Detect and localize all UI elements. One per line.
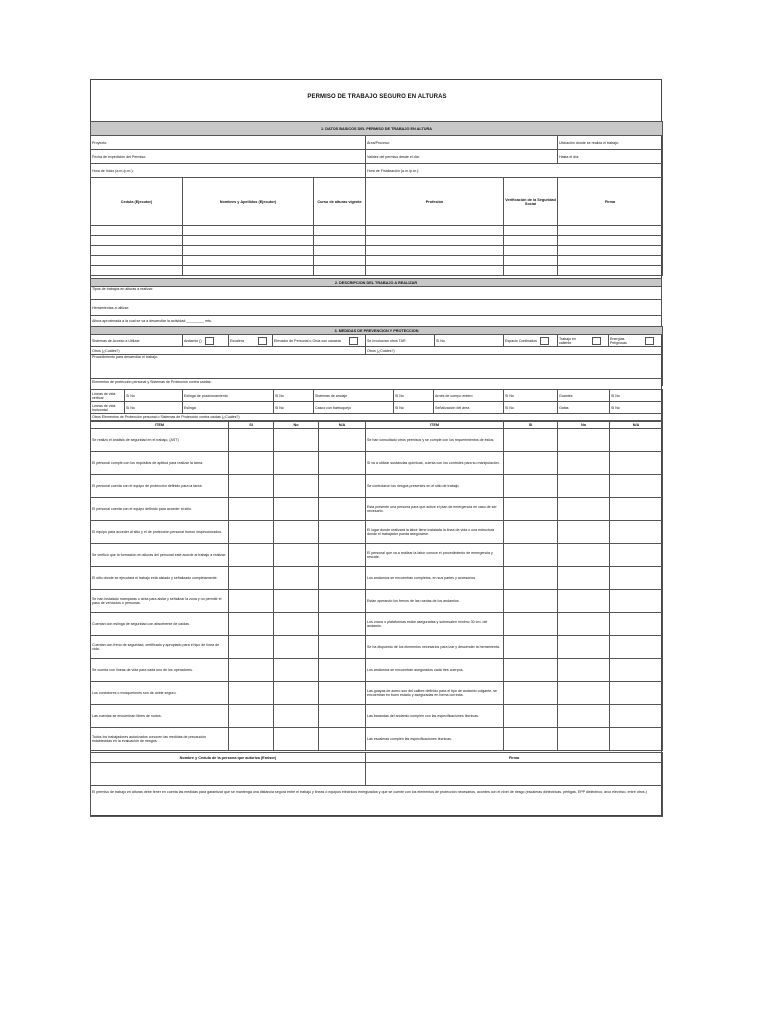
linea-horizontal-si-no[interactable]: Si No	[125, 402, 183, 414]
checklist-item-left: Los conectores o mosquetones son de doble seguro.	[91, 682, 229, 705]
elevador-option[interactable]: Elevador de Personal o Grúa con canasta	[273, 335, 366, 347]
area-field[interactable]: Área/Proceso:	[366, 136, 558, 150]
autoriza-field[interactable]	[91, 763, 366, 786]
check-na-cell[interactable]	[319, 728, 366, 751]
worker-row[interactable]	[91, 236, 663, 246]
checklist-item-left: Se verificó que la formación en alturas del personal esté acorde al trabajo a realizar.	[91, 544, 229, 567]
ubicacion-field[interactable]: Ubicación donde se realiza el trabajo:	[558, 136, 663, 150]
check-header-na-2: N/A	[610, 422, 663, 429]
guantes-si-no[interactable]: Si No	[610, 390, 663, 402]
otros-elementos-field[interactable]: Otros Elementos de Protección personal o Sistemas de Protección contra caídas (¿Cuáles?)	[91, 414, 663, 421]
hasta-field[interactable]: Hasta el día:	[558, 150, 663, 164]
check-no-cell[interactable]	[558, 636, 610, 659]
check-no-cell[interactable]	[558, 728, 610, 751]
check-na-cell[interactable]	[610, 544, 663, 567]
checklist-item-right: Se controlaron los riesgos presentes en el sitio de trabajo.	[366, 475, 504, 498]
casco-si-no[interactable]: Si No	[394, 402, 434, 414]
checklist-item-left: Cuentan con freno de seguridad, certificado y apropiado para el tipo de línea de vida.	[91, 636, 229, 659]
check-na-cell[interactable]	[610, 613, 663, 636]
check-no-cell[interactable]	[274, 521, 319, 544]
check-si-cell[interactable]	[229, 590, 274, 613]
check-no-cell[interactable]	[558, 475, 610, 498]
col-seguridad: Verificación de la Seguridad Social	[504, 178, 558, 226]
checklist-item-left: El equipo para acceder al sitio y el de protección personal fueron inspeccionados.	[91, 521, 229, 544]
checklist-row	[91, 682, 663, 705]
casco-label: Casco con barbuquejo	[314, 402, 394, 414]
check-na-cell[interactable]	[610, 682, 663, 705]
check-si-cell[interactable]	[229, 498, 274, 521]
check-no-cell[interactable]	[274, 429, 319, 452]
checklist-row	[91, 659, 663, 682]
check-si-cell[interactable]	[504, 659, 558, 682]
check-no-cell[interactable]	[274, 682, 319, 705]
checklist-row	[91, 475, 663, 498]
checklist-item-right: Las barandas del andamio cumplen con las especificaciones técnicas.	[366, 705, 504, 728]
check-no-cell[interactable]	[274, 613, 319, 636]
check-si-cell[interactable]	[229, 682, 274, 705]
check-no-cell[interactable]	[274, 590, 319, 613]
linea-horizontal-label: Líneas de vida horizontal	[91, 402, 125, 414]
checklist-item-right: Las escaleras cumplen las especificaciones técnicas.	[366, 728, 504, 751]
check-na-cell[interactable]	[610, 429, 663, 452]
section-1-table	[90, 121, 663, 178]
espacio-option[interactable]: Espacio Confinados	[504, 335, 558, 347]
check-si-cell[interactable]	[229, 544, 274, 567]
checklist-item-right: Los andamios se encuentran completos, en sus partes y accesorios.	[366, 567, 504, 590]
validez-field[interactable]: Validez del permiso desde el día:	[366, 150, 558, 164]
elevador-checkbox[interactable]	[349, 337, 358, 345]
check-no-cell[interactable]	[274, 544, 319, 567]
sistemas-label: Sistemas de Acceso a Utilizar:	[91, 335, 183, 347]
arnes-si-no[interactable]: Si No	[504, 390, 558, 402]
checklist-row	[91, 728, 663, 751]
hora-inicio-field[interactable]: Hora de Inicio (a.m./p.m.):	[91, 164, 366, 178]
espacio-checkbox[interactable]	[540, 337, 549, 345]
check-na-cell[interactable]	[319, 475, 366, 498]
check-si-cell[interactable]	[229, 636, 274, 659]
check-no-cell[interactable]	[558, 498, 610, 521]
section-3-access	[90, 326, 663, 386]
check-si-cell[interactable]	[504, 682, 558, 705]
guantes-label: Guantes	[558, 390, 610, 402]
col-profesion: Profesión	[366, 178, 504, 226]
check-no-cell[interactable]	[274, 728, 319, 751]
worker-row[interactable]	[91, 266, 663, 276]
checklist-row	[91, 567, 663, 590]
col-nombres: Nombres y Apellidos (Ejecutor)	[183, 178, 314, 226]
ppe-table	[90, 389, 663, 421]
escalera-option[interactable]: Escalera	[229, 335, 273, 347]
section-2-table	[90, 278, 662, 327]
check-header-item: ITEM	[91, 422, 229, 429]
check-si-cell[interactable]	[229, 705, 274, 728]
energias-checkbox[interactable]	[645, 337, 654, 345]
col-cedula: Cedula (Ejecutor)	[91, 178, 183, 226]
checklist-item-left: El personal cumple con los requisitos de aptitud para realizar la tarea.	[91, 452, 229, 475]
checklist-item-left: Cuentan con eslinga de seguridad con absorbente de caídas.	[91, 613, 229, 636]
checklist-item-left: El personal cuenta con el equipo de protección definido para la tarea.	[91, 475, 229, 498]
check-no-cell[interactable]	[558, 659, 610, 682]
check-si-cell[interactable]	[504, 567, 558, 590]
check-na-cell[interactable]	[319, 567, 366, 590]
check-no-cell[interactable]	[274, 452, 319, 475]
check-no-cell[interactable]	[274, 659, 319, 682]
check-si-cell[interactable]	[504, 590, 558, 613]
checklist-item-left: Se realizó el análisis de seguridad en el trabajo, (AST)	[91, 429, 229, 452]
eslinga-pos-label: Eslinga de posicionamiento	[183, 390, 274, 402]
escalera-checkbox[interactable]	[258, 337, 267, 345]
check-si-cell[interactable]	[229, 659, 274, 682]
fecha-field[interactable]: Fecha de expedición del Permiso:	[91, 150, 366, 164]
check-header-no: No	[274, 422, 319, 429]
col-firma: Firma	[558, 178, 663, 226]
tar-label: Se involucran otros TAR	[366, 335, 435, 347]
checklist-item-right: Las guayas de acero son del calibre definido para el tipo de andamio colgante, se encuentran en buen estado y aseguradas en forma correcta.	[366, 682, 504, 705]
check-na-cell[interactable]	[319, 544, 366, 567]
andamio-option[interactable]: Andamio ()	[183, 335, 229, 347]
check-header-si-2: SI	[504, 422, 558, 429]
check-no-cell[interactable]	[558, 521, 610, 544]
check-si-cell[interactable]	[504, 613, 558, 636]
otros-field-2[interactable]: Otros (¿Cuáles?)	[366, 347, 663, 355]
check-si-cell[interactable]	[504, 728, 558, 751]
checklist-item-right: Esta presente una persona para que active el plan de emergencia en caso de ser necesario.	[366, 498, 504, 521]
check-header-si: SI	[229, 422, 274, 429]
anclaje-label: Sistemas de anclaje	[314, 390, 394, 402]
herramientas-field[interactable]: Herramientas a utilizar:	[91, 300, 662, 316]
anclaje-si-no[interactable]: Si No	[394, 390, 434, 402]
check-no-cell[interactable]	[274, 705, 319, 728]
gafas-si-no[interactable]: Si No	[610, 402, 663, 414]
checklist-row	[91, 590, 663, 613]
section-3-heading: 3. MEDIDAS DE PREVENCION Y PROTECCION	[91, 327, 663, 335]
checklist-item-right: Están operando los frenos de las ruedas de los andamios.	[366, 590, 504, 613]
checklist-item-right: El personal que va a realizar la labor conoce el procedimiento de emergencia y rescate.	[366, 544, 504, 567]
checklist-item-left: El sitio donde se ejecutará el trabajo está aislado y señalizado completamente.	[91, 567, 229, 590]
tipo-trabajo-field[interactable]: Tipos de trabajos en alturas a realizar:	[91, 287, 662, 300]
check-header-no-2: No	[558, 422, 610, 429]
check-si-cell[interactable]	[229, 475, 274, 498]
check-no-cell[interactable]	[558, 613, 610, 636]
senalizacion-label: Señalización del área	[434, 402, 504, 414]
firma-label: Firma	[366, 753, 663, 763]
check-na-cell[interactable]	[319, 705, 366, 728]
check-si-cell[interactable]	[229, 728, 274, 751]
checklist-item-right: Los cocos o plataformas están aseguradas y sobresalen mínimo 30 cm. del andamio.	[366, 613, 504, 636]
check-na-cell[interactable]	[610, 475, 663, 498]
checklist-item-left: El personal cuenta con el equipo definido para acceder al sitio.	[91, 498, 229, 521]
check-no-cell[interactable]	[558, 567, 610, 590]
checklist-item-left: Se cuenta con líneas de vida para cada uno de los operadores.	[91, 659, 229, 682]
checklist-item-right: El lugar donde realizará la labor tiene instalada la línea de vida o una estructura donde el trabajador pueda asegurarse.	[366, 521, 504, 544]
caliente-option[interactable]: Trabajo en caliente	[558, 335, 609, 347]
section-2-heading: 2. DESCRIPCION DEL TRABAJO A REALIZAR	[91, 279, 662, 287]
check-no-cell[interactable]	[558, 429, 610, 452]
check-si-cell[interactable]	[504, 452, 558, 475]
worker-row[interactable]	[91, 226, 663, 236]
check-header-item-2: ITEM	[366, 422, 504, 429]
check-na-cell[interactable]	[610, 659, 663, 682]
check-na-cell[interactable]	[610, 521, 663, 544]
check-na-cell[interactable]	[319, 452, 366, 475]
linea-vertical-label: Líneas de vida vertical	[91, 390, 125, 402]
check-si-cell[interactable]	[504, 429, 558, 452]
form-title: PERMISO DE TRABAJO SEGURO EN ALTURAS	[307, 94, 447, 100]
check-si-cell[interactable]	[504, 636, 558, 659]
check-si-cell[interactable]	[229, 429, 274, 452]
check-na-cell[interactable]	[610, 636, 663, 659]
checklist-row	[91, 613, 663, 636]
check-no-cell[interactable]	[274, 475, 319, 498]
checklist-row	[91, 705, 663, 728]
checklist-item-right: Los andamios se encuentran asegurados cada tres cuerpos.	[366, 659, 504, 682]
check-na-cell[interactable]	[610, 567, 663, 590]
proyecto-field[interactable]: Proyecto:	[91, 136, 366, 150]
tar-si-no[interactable]: Si No	[435, 335, 504, 347]
check-si-cell[interactable]	[504, 521, 558, 544]
check-no-cell[interactable]	[558, 705, 610, 728]
check-na-cell[interactable]	[319, 498, 366, 521]
worker-row[interactable]	[91, 246, 663, 256]
check-na-cell[interactable]	[610, 452, 663, 475]
check-si-cell[interactable]	[229, 613, 274, 636]
check-no-cell[interactable]	[274, 636, 319, 659]
energias-option[interactable]: Energías Peligrosas	[609, 335, 663, 347]
checklist-row	[91, 452, 663, 475]
eslinga-si-no[interactable]: Si No	[274, 402, 314, 414]
col-curso: Curso de alturas vigente	[314, 178, 366, 226]
footer-table	[90, 752, 663, 817]
check-si-cell[interactable]	[229, 452, 274, 475]
check-si-cell[interactable]	[504, 498, 558, 521]
nota-text: El permiso de trabajo en alturas debe tener en cuenta las medidas para garantizar que se mantenga una distancia segura entre el trabajo y líneas o equipos eléctricos energizados y que se cuente con los elementos de protección necesarios, acordes con el nivel de riesgo (escaleras dieléctricas, pértigas, EPP dieléctrico, arco eléctrico, entre otros.)	[91, 786, 663, 817]
workers-table	[90, 177, 663, 276]
check-na-cell[interactable]	[319, 659, 366, 682]
check-si-cell[interactable]	[504, 475, 558, 498]
procedimiento-field[interactable]: Procedimiento para desarrollar el trabajo:	[91, 355, 663, 379]
check-no-cell[interactable]	[274, 498, 319, 521]
check-na-cell[interactable]	[319, 636, 366, 659]
check-no-cell[interactable]	[274, 567, 319, 590]
checklist-item-right: Si va a utilizar sustancias químicas, cuenta con los controles para su manipulación.	[366, 452, 504, 475]
gafas-label: Gafas	[558, 402, 610, 414]
check-na-cell[interactable]	[319, 613, 366, 636]
checklist-item-left: Todos los trabajadores autorizados conocen las medidas de precaución establecidas en la evaluación de riesgos.	[91, 728, 229, 751]
autoriza-label: Nombre y Cedula de la persona que autoriza (Emisor)	[91, 753, 366, 763]
check-no-cell[interactable]	[558, 590, 610, 613]
checklist-row	[91, 521, 663, 544]
check-si-cell[interactable]	[229, 521, 274, 544]
checklist-row	[91, 429, 663, 452]
eslinga-pos-si-no[interactable]: Si No	[274, 390, 314, 402]
checklist-row	[91, 544, 663, 567]
check-si-cell[interactable]	[504, 705, 558, 728]
eslinga-label: Eslinga	[183, 402, 274, 414]
check-si-cell[interactable]	[504, 544, 558, 567]
altura-field[interactable]: Altura aproximada a la cual se va a desarrollar la actividad:_________ mts.	[91, 316, 662, 327]
arnes-label: Arnés de cuerpo entero	[434, 390, 504, 402]
senalizacion-si-no[interactable]: Si No	[504, 402, 558, 414]
check-na-cell[interactable]	[610, 498, 663, 521]
check-na-cell[interactable]	[319, 429, 366, 452]
section-1-heading: 1. DATOS BASICOS DEL PERMISO DE TRABAJO EN ALTURA	[91, 122, 663, 136]
check-no-cell[interactable]	[558, 544, 610, 567]
permit-form	[90, 79, 662, 816]
check-no-cell[interactable]	[558, 682, 610, 705]
checklist-table	[90, 421, 663, 751]
check-header-na: N/A	[319, 422, 366, 429]
checklist-item-left: Las cuerdas se encuentran libres de nudos.	[91, 705, 229, 728]
check-na-cell[interactable]	[610, 705, 663, 728]
checklist-item-right: Se han consultado otros permisos y se cumple con los requerimientos de éstos.	[366, 429, 504, 452]
otros-field-1[interactable]: Otros (¿Cuáles?)	[91, 347, 366, 355]
checklist-item-right: Se ha dispuesto de los elementos necesarios para izar y descender la herramienta.	[366, 636, 504, 659]
checklist-row	[91, 636, 663, 659]
check-na-cell[interactable]	[319, 590, 366, 613]
checklist-row	[91, 498, 663, 521]
check-na-cell[interactable]	[610, 728, 663, 751]
andamio-checkbox[interactable]	[205, 337, 214, 345]
check-na-cell[interactable]	[610, 590, 663, 613]
caliente-checkbox[interactable]	[592, 337, 601, 345]
linea-vertical-si-no[interactable]: Si No	[125, 390, 183, 402]
firma-field[interactable]	[366, 763, 663, 786]
check-si-cell[interactable]	[229, 567, 274, 590]
check-na-cell[interactable]	[319, 682, 366, 705]
worker-row[interactable]	[91, 256, 663, 266]
checklist-item-left: Se han instalado mamparas o cinta para aislar y señalizar la zona y no permitir el paso de vehículos o personas.	[91, 590, 229, 613]
check-no-cell[interactable]	[558, 452, 610, 475]
check-na-cell[interactable]	[319, 521, 366, 544]
elementos-label: Elementos de protección personal y Sistemas de Protección contra caídas:	[91, 379, 663, 386]
hora-fin-field[interactable]: Hora de Finalización (a.m./p.m.):	[366, 164, 663, 178]
